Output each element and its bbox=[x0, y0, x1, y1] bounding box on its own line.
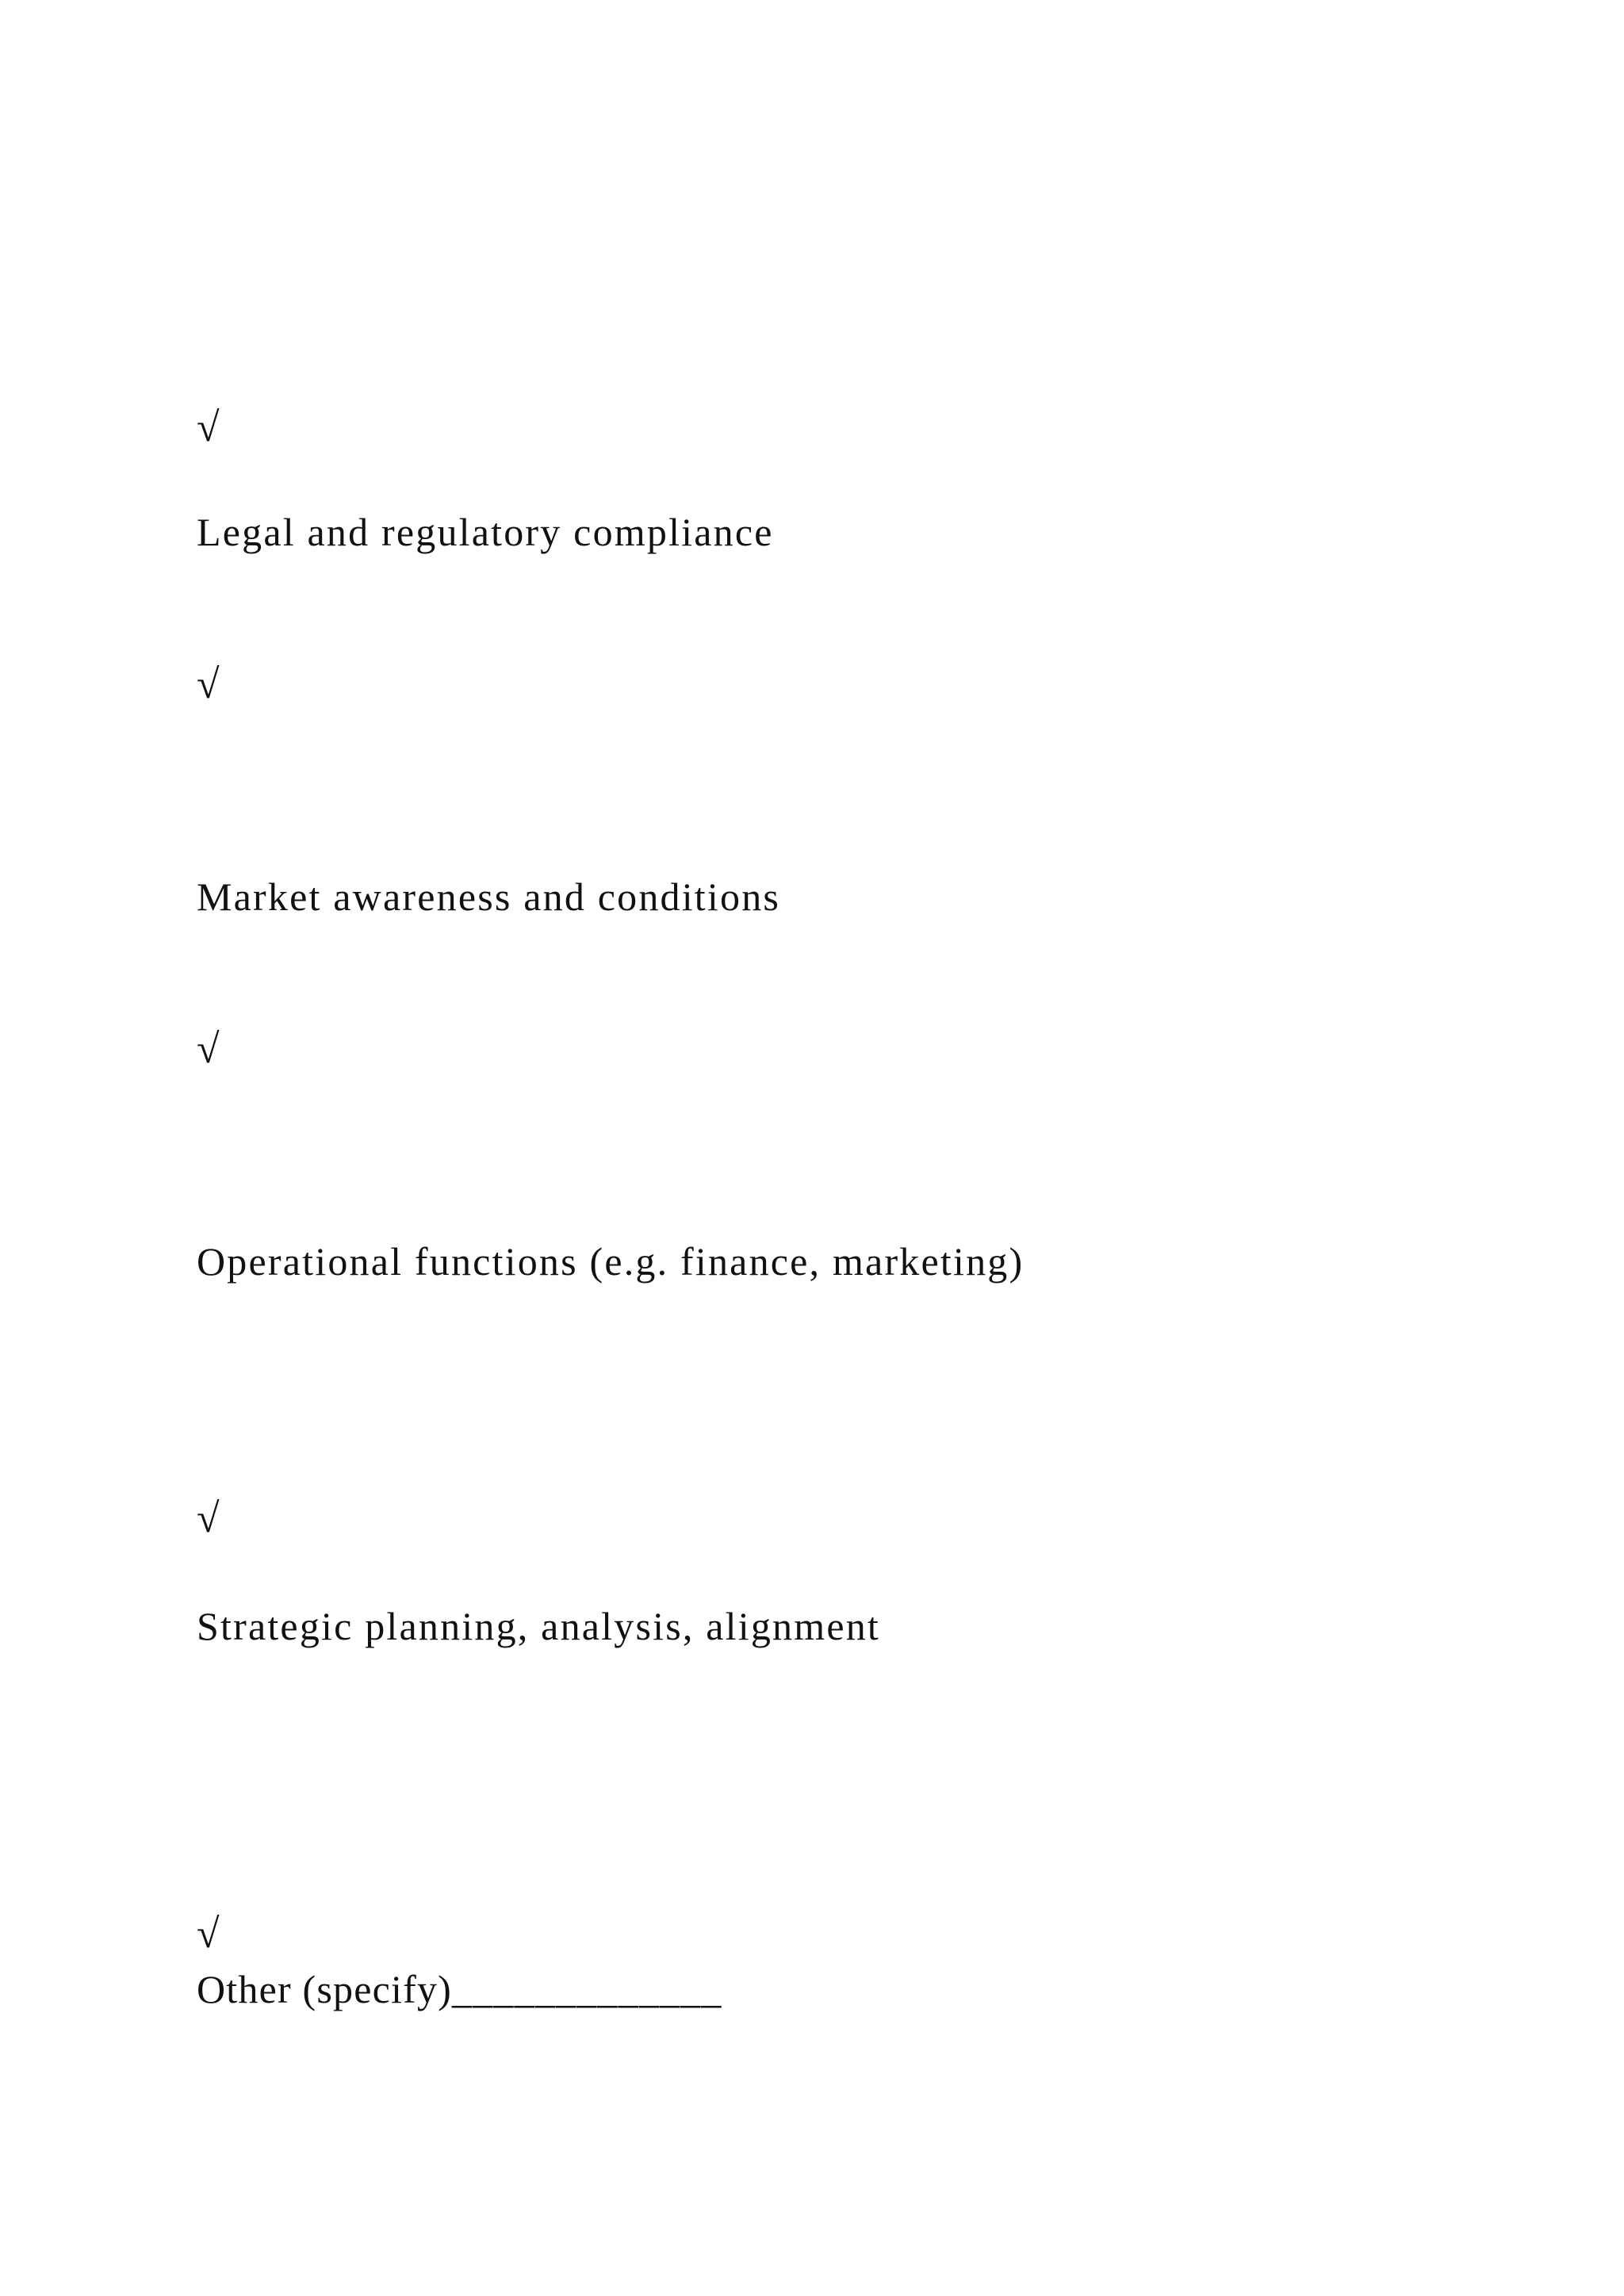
legal-compliance-label: Legal and regulatory compliance bbox=[197, 510, 774, 554]
market-awareness-label: Market awareness and conditions bbox=[197, 874, 781, 919]
check-mark-icon: √ bbox=[197, 1496, 220, 1541]
other-specify-field: Other (specify)_____________ bbox=[197, 1967, 722, 2011]
check-mark-icon: √ bbox=[197, 405, 220, 450]
check-mark-icon: √ bbox=[197, 1027, 220, 1072]
check-mark-icon: √ bbox=[197, 1911, 220, 1957]
strategic-planning-label: Strategic planning, analysis, alignment bbox=[197, 1604, 881, 1648]
operational-functions-label: Operational functions (e.g. finance, marketing) bbox=[197, 1239, 1025, 1284]
check-mark-icon: √ bbox=[197, 662, 220, 707]
